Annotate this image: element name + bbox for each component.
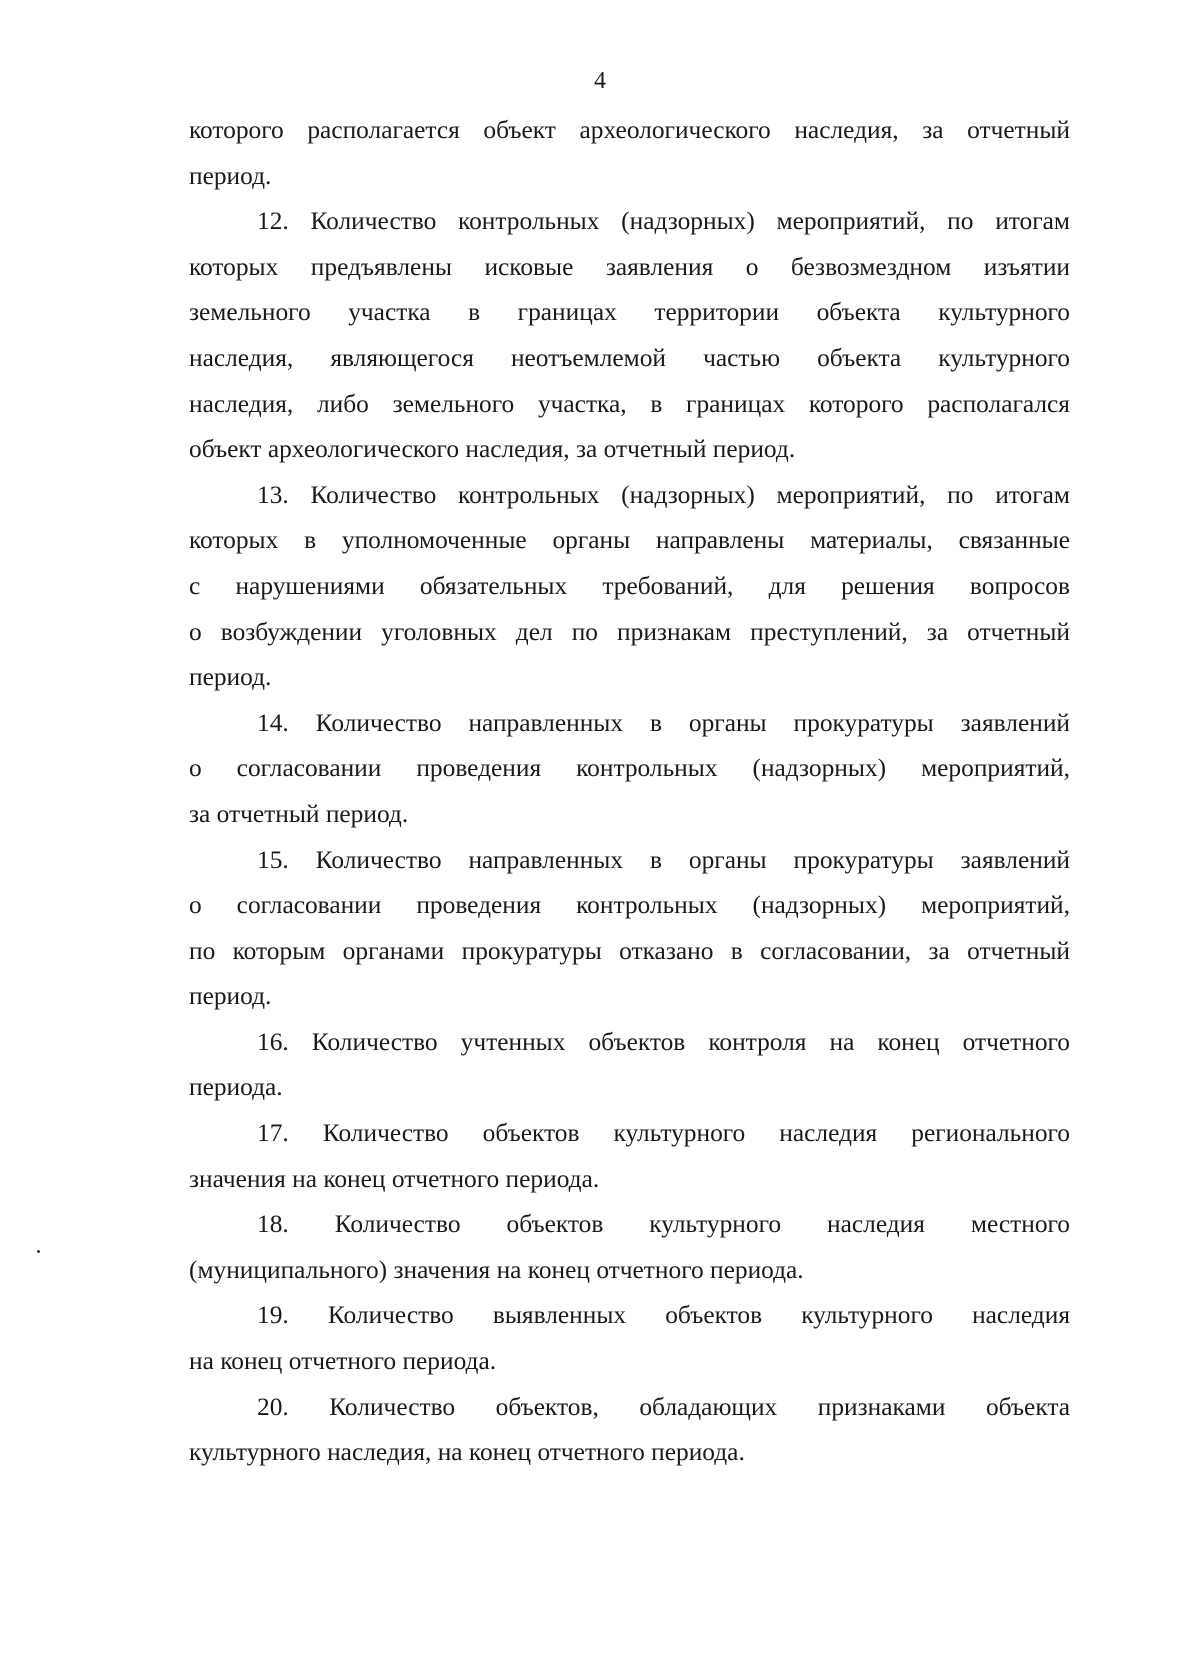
paragraph (189, 1111, 1070, 1202)
text-line: на конец отчетного периода. (189, 1347, 497, 1376)
text-line: период. (189, 663, 272, 692)
text-line: по которым органами прокуратуры отказано в согласовании, за отчетный (189, 936, 1070, 965)
paragraph (189, 1020, 1070, 1111)
paragraph (189, 1385, 1070, 1476)
paragraph (189, 701, 1070, 838)
paragraph (189, 473, 1070, 701)
text-line: 12. Количество контрольных (надзорных) мероприятий, по итогам (257, 207, 1070, 236)
text-line: 13. Количество контрольных (надзорных) мероприятий, по итогам (257, 480, 1070, 509)
text-line: период. (189, 982, 272, 1011)
text-line: которого располагается объект археологического наследия, за отчетный (189, 116, 1070, 144)
text-line: объект археологического наследия, за отчетный период. (189, 435, 796, 464)
text-line: значения на конец отчетного периода. (189, 1164, 600, 1193)
text-line: которых предъявлены исковые заявления о безвозмездном изъятии (189, 252, 1070, 281)
paragraph (189, 108, 1070, 199)
text-line: наследия, либо земельного участка, в границах которого располагался (189, 389, 1070, 418)
text-line: с нарушениями обязательных требований, для решения вопросов (189, 571, 1070, 600)
text-line: культурного наследия, на конец отчетного периода. (189, 1438, 745, 1467)
page-number: 4 (594, 68, 606, 94)
text-line: о согласовании проведения контрольных (надзорных) мероприятий, (189, 891, 1070, 920)
text-line: периода. (189, 1073, 283, 1102)
text-line: 14. Количество направленных в органы прокуратуры заявлений (257, 708, 1070, 737)
text-line: 18. Количество объектов культурного наследия местного (257, 1210, 1070, 1239)
text-line: наследия, являющегося неотъемлемой частью объекта культурного (189, 343, 1070, 372)
text-line: о согласовании проведения контрольных (надзорных) мероприятий, (189, 754, 1070, 783)
document-body (189, 108, 1070, 1476)
paragraph (189, 1293, 1070, 1384)
text-line: (муниципального) значения на конец отчетного периода. (189, 1255, 804, 1284)
text-line: о возбуждении уголовных дел по признакам преступлений, за отчетный (189, 617, 1070, 646)
text-line: 20. Количество объектов, обладающих признаками объекта (257, 1392, 1070, 1421)
text-line: 15. Количество направленных в органы прокуратуры заявлений (257, 845, 1070, 874)
text-line: за отчетный период. (189, 799, 409, 828)
text-line: 16. Количество учтенных объектов контроля на конец отчетного (257, 1027, 1070, 1056)
scan-speck (37, 1250, 40, 1253)
text-line: земельного участка в границах территории объекта культурного (189, 298, 1070, 327)
paragraph (189, 199, 1070, 473)
text-line: которых в уполномоченные органы направлены материалы, связанные (189, 526, 1070, 555)
text-line: 17. Количество объектов культурного наследия регионального (257, 1119, 1070, 1148)
paragraph (189, 1202, 1070, 1293)
paragraph (189, 838, 1070, 1020)
text-line: 19. Количество выявленных объектов культурного наследия (257, 1301, 1070, 1330)
text-line: период. (189, 161, 272, 190)
